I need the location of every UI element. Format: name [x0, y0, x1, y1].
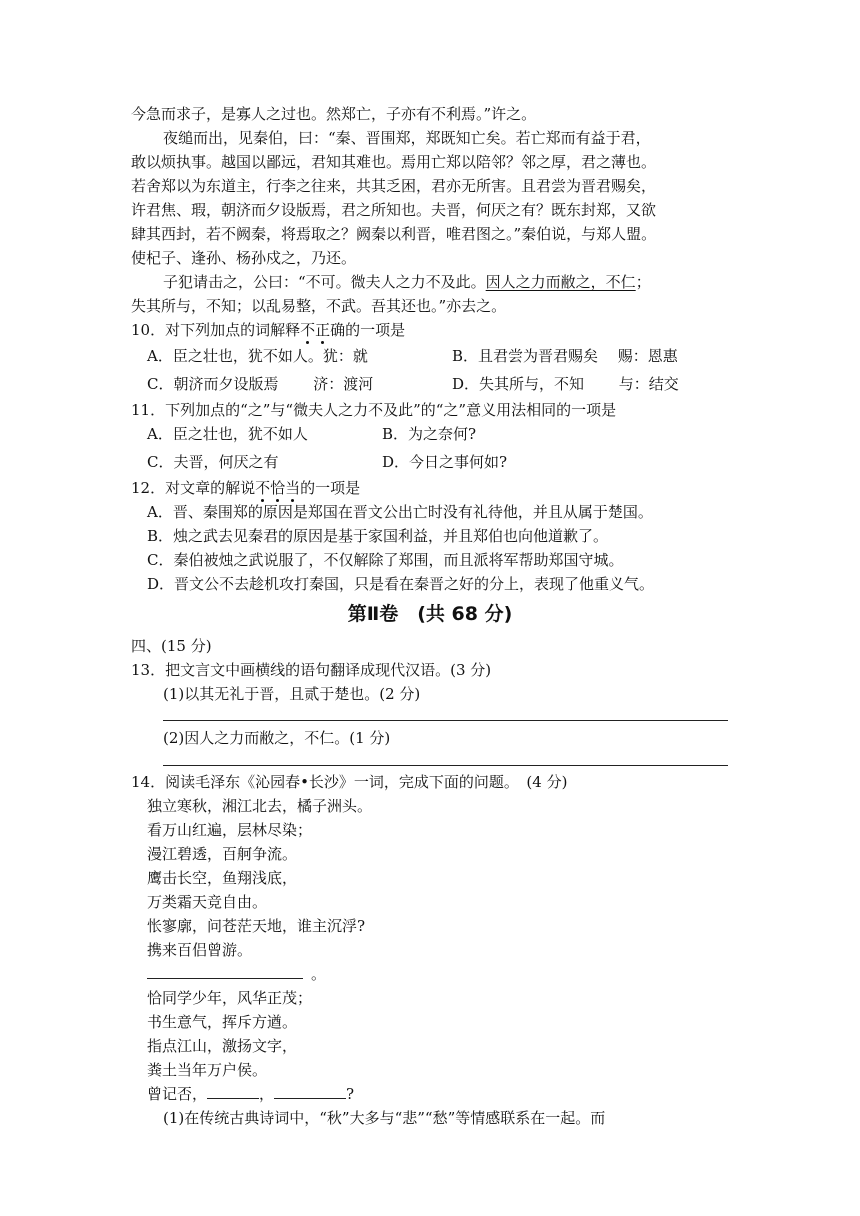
option-11-b: B．为之奈何?	[382, 425, 477, 443]
poem-line: 恰同学少年，风华正茂；	[147, 989, 313, 1007]
poem-line: 书生意气，挥斥方遒。	[147, 1013, 298, 1031]
option-10-d: D．失其所与，不知 与：结交	[452, 375, 679, 393]
poem-line: 鹰击长空，鱼翔浅底，	[147, 869, 298, 887]
section-title: 第Ⅱ卷 (共 68 分)	[347, 603, 513, 625]
fill-in-blank[interactable]	[274, 1084, 346, 1099]
passage-line: 若舍郑以为东道主，行李之往来，共其乏困，君亦无所害。且君尝为晋君赐矣，	[131, 177, 657, 195]
option-12-b: B．烛之武去见秦君的原因是基于家国利益，并且郑伯也向他道歉了。	[147, 527, 609, 545]
question-14-stem: 14．阅读毛泽东《沁园春•长沙》一词，完成下面的问题。 (4 分)	[131, 773, 568, 791]
poem-blank-line: 曾记否， ， ?	[147, 1085, 355, 1103]
question-12-stem: 12．对文章的解说不恰当的一项是	[131, 479, 361, 497]
emphasis-char: 不	[300, 321, 316, 339]
option-10-b: B．且君尝为晋君赐矣 赐：恩惠	[452, 347, 678, 365]
passage-line: 使杞子、逢孙、杨孙戍之，乃还。	[131, 249, 357, 267]
option-11-c: C．夫晋，何厌之有	[147, 453, 279, 471]
part-heading: 四、(15 分)	[131, 637, 212, 655]
underlined-sentence: 因人之力而敝之，不仁	[485, 273, 636, 291]
emphasis-char: 当	[285, 479, 301, 497]
option-10-c: C．朝济而夕设版焉 济：渡河	[147, 375, 374, 393]
passage-text: ；	[635, 273, 651, 291]
poem-line: 怅寥廓，问苍茫天地，谁主沉浮?	[147, 917, 366, 935]
poem-line: 携来百侣曾游。	[147, 941, 253, 959]
emphasis-char: 正	[315, 321, 331, 339]
poem-line: 粪土当年万户侯。	[147, 1061, 268, 1079]
poem-line: 漫江碧透，百舸争流。	[147, 845, 298, 863]
passage-line: 许君焦、瑕，朝济而夕设版焉，君之所知也。夫晋，何厌之有？既东封郑，又欲	[131, 201, 657, 219]
question-11-stem: 11．下列加点的“之”与“微夫人之力不及此”的“之”意义用法相同的一项是	[131, 401, 617, 419]
poem-line: 独立寒秋，湘江北去，橘子洲头。	[147, 797, 373, 815]
question-13-sub2: (2)因人之力而敝之，不仁。(1 分)	[163, 729, 391, 747]
option-10-a: A．臣之壮也，犹不如人。犹：就	[147, 347, 368, 365]
option-11-a: A．臣之壮也，犹不如人	[147, 425, 308, 443]
option-11-d: D．今日之事何如?	[382, 453, 508, 471]
passage-line	[163, 272, 651, 292]
passage-text: 子犯请击之，公曰：“不可。微夫人之力不及此。	[163, 273, 486, 291]
fill-in-blank[interactable]	[147, 964, 303, 979]
passage-line: 失其所与，不知；以乱易整，不武。吾其还也。”亦去之。	[131, 297, 507, 315]
poem-line: 看万山红遍，层林尽染；	[147, 821, 313, 839]
answer-line[interactable]	[163, 765, 728, 766]
question-14-sub1: (1)在传统古典诗词中，“秋”大多与“悲”“愁”等情感联系在一起。而	[163, 1109, 606, 1127]
poem-blank-line: 。	[147, 964, 326, 984]
emphasis-char: 恰	[270, 479, 286, 497]
option-12-c: C．秦伯被烛之武说服了，不仅解除了郑围，而且派将军帮助郑国守城。	[147, 551, 624, 569]
passage-line: 夜缒而出，见秦伯，曰：“秦、晋围郑，郑既知亡矣。若亡郑而有益于君，	[163, 129, 651, 147]
passage-line: 今急而求子，是寡人之过也。然郑亡，子亦有不利焉。”许之。	[131, 105, 537, 123]
question-13-sub1: (1)以其无礼于晋，且贰于楚也。(2 分)	[163, 685, 421, 703]
question-13-stem: 13．把文言文中画横线的语句翻译成现代汉语。(3 分)	[131, 661, 492, 679]
option-12-d: D．晋文公不去趁机攻打秦国，只是看在秦晋之好的分上，表现了他重义气。	[147, 575, 655, 593]
question-10-stem: 10．对下列加点的词解释不正确的一项是	[131, 321, 406, 339]
passage-line: 肆其西封，若不阙秦，将焉取之？阙秦以利晋，唯君图之。”秦伯说，与郑人盟。	[131, 225, 657, 243]
answer-line[interactable]	[163, 720, 728, 721]
fill-in-blank[interactable]	[207, 1084, 259, 1099]
emphasis-char: 不	[255, 479, 271, 497]
passage-line: 敢以烦执事。越国以鄙远，君知其难也。焉用亡郑以陪邻？邻之厚，君之薄也。	[131, 153, 657, 171]
option-12-a: A．晋、秦围郑的原因是郑国在晋文公出亡时没有礼待他，并且从属于楚国。	[147, 503, 653, 521]
poem-line: 指点江山，激扬文字，	[147, 1037, 298, 1055]
poem-line: 万类霜天竞自由。	[147, 893, 268, 911]
